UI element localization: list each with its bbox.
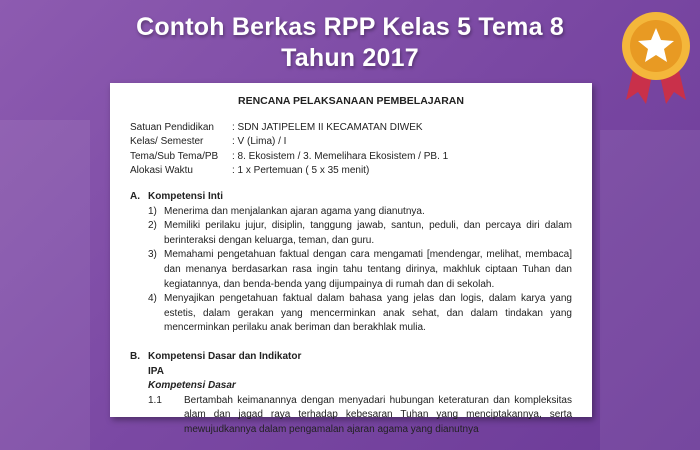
list-item (130, 205, 572, 220)
field-row (130, 135, 572, 150)
item-text: Menerima dan menjalankan ajaran agama yang dianutnya. (164, 205, 425, 217)
field-value: : V (Lima) / I (232, 136, 287, 148)
field-label: Kelas/ Semester (130, 136, 204, 148)
section-title: Kompetensi Dasar dan Indikator (148, 350, 302, 362)
item-text: Menyajikan pengetahuan faktual dalam bahasa yang jelas dan logis, dalam karya yang estetis, dalam gerakan yang mencerminkan anak sehat, dan dalam tindakan yang mencerminkan perilaku anak beriman dan berakhlak mulia. (164, 293, 572, 334)
item-text: Memahami pengetahuan faktual dengan cara mengamati [mendengar, melihat, membaca] dan menanya berdasarkan rasa ingin tahu tentang dirinya, makhluk ciptaan Tuhan dan kegiatannya, dan benda-benda yang dijumpainya di rumah dan di sekolah. (164, 249, 572, 290)
list-item (130, 292, 572, 336)
star-ribbon-icon (618, 8, 694, 108)
document-title: RENCANA PELAKSANAAN PEMBELAJARAN (238, 95, 464, 107)
field-label: Tema/Sub Tema/PB (130, 150, 219, 162)
list-item (130, 248, 572, 292)
background-shape (600, 130, 700, 450)
item-number: 4) (148, 293, 157, 305)
document-page (110, 83, 592, 435)
field-row (130, 150, 572, 165)
field-row (130, 164, 572, 179)
item-number: 2) (148, 220, 157, 232)
field-label: Alokasi Waktu (130, 165, 193, 177)
item-number: 1) (148, 205, 157, 217)
section-heading (130, 190, 572, 205)
field-label: Satuan Pendidikan (130, 121, 214, 133)
subheading: Kompetensi Dasar (148, 380, 236, 392)
section-heading (130, 350, 572, 365)
list-item (130, 394, 572, 438)
field-value: : 8. Ekosistem / 3. Memelihara Ekosistem / PB. 1 (232, 150, 449, 162)
item-text: Memiliki perilaku jujur, disiplin, tanggung jawab, santun, peduli, dan percaya diri dalam berinteraksi dengan keluarga, teman, dan guru. (164, 220, 572, 246)
item-number: 1.1 (148, 394, 162, 406)
background-shape (0, 120, 90, 450)
section-title: Kompetensi Inti (148, 190, 224, 202)
section-letter: A. (130, 190, 140, 202)
field-row (130, 121, 572, 136)
field-value: : SDN JATIPELEM II KECAMATAN DIWEK (232, 121, 423, 133)
list-item (130, 219, 572, 248)
item-text: Bertambah keimanannya dengan menyadari hubungan keteraturan dan kompleksitas alam dan jagad raya terhadap kebesaran Tuhan yang menciptakannya, serta mewujudkannya dalam pengamalan ajaran agama yang dianutnya (184, 394, 572, 435)
page-title (100, 12, 600, 74)
subject-label: IPA (148, 365, 164, 377)
section-letter: B. (130, 350, 140, 362)
item-number: 3) (148, 249, 157, 261)
title-line-1: Contoh Berkas RPP Kelas 5 Tema 8 (136, 13, 564, 41)
field-value: : 1 x Pertemuan ( 5 x 35 menit) (232, 165, 370, 177)
title-line-2: Tahun 2017 (281, 44, 419, 72)
